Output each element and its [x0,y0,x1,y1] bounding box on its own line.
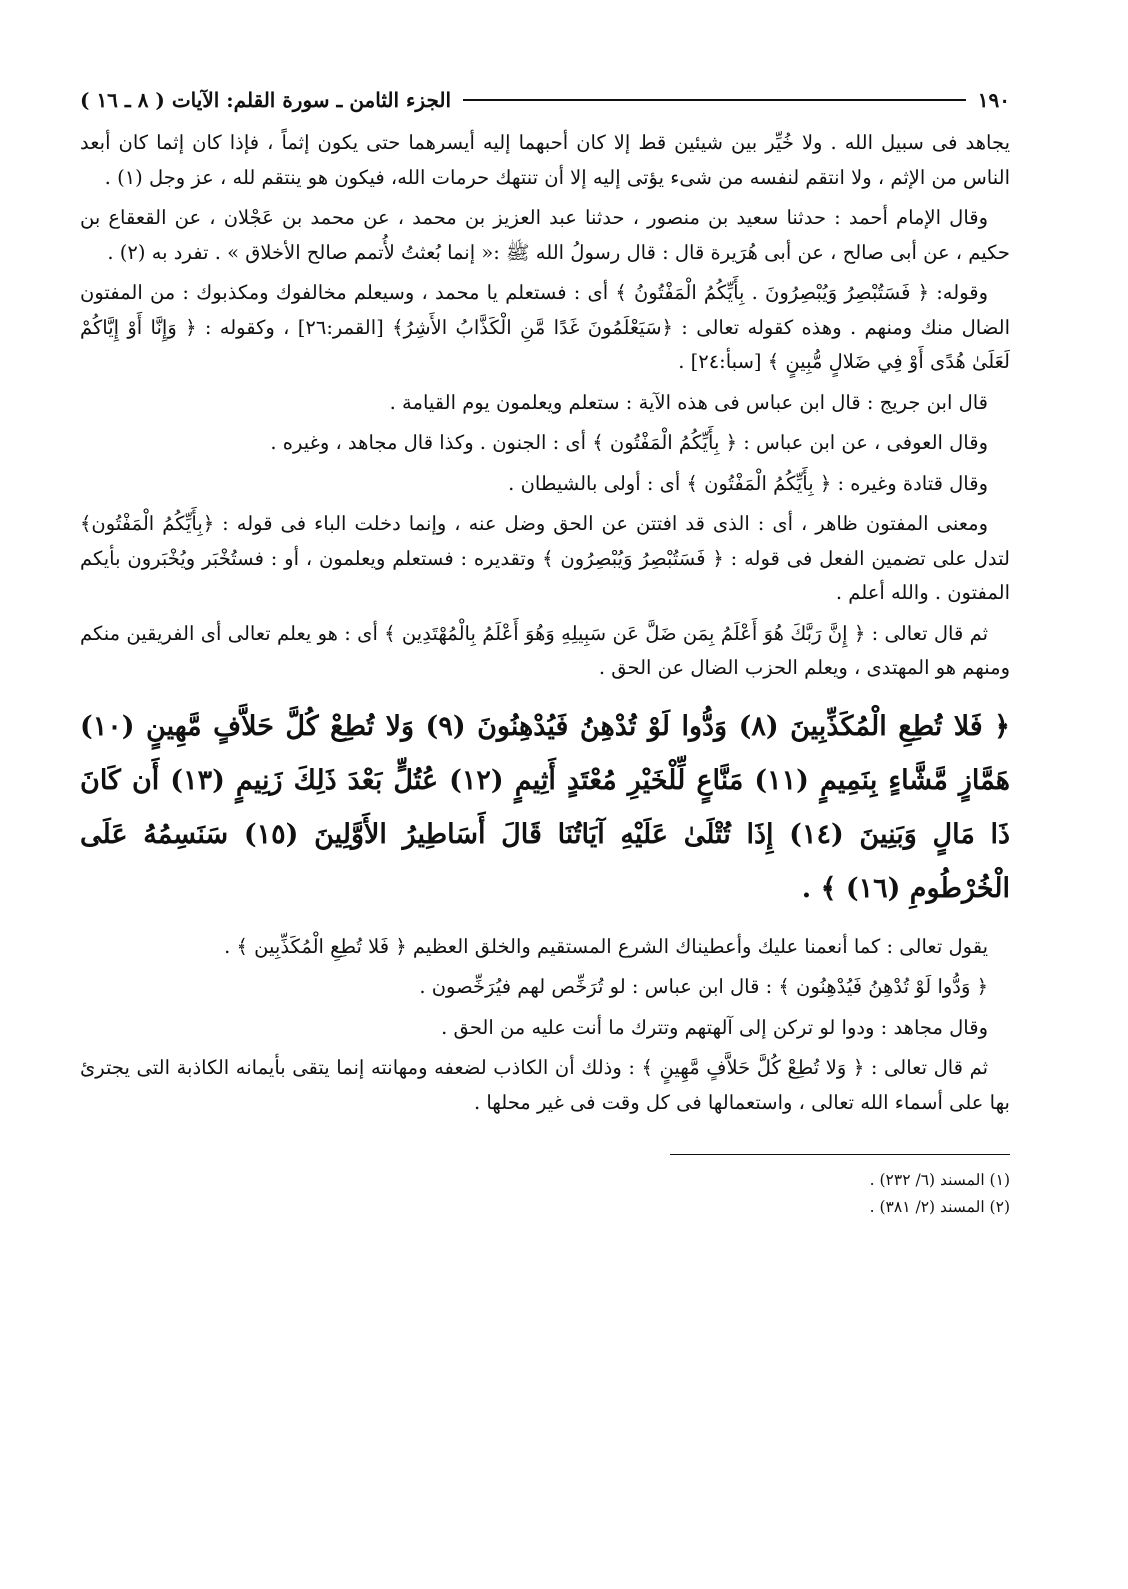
paragraph: وقال العوفى ، عن ابن عباس : ﴿ بِأَيِّكُمُ الْمَفْتُون ﴾ أى : الجنون . وكذا قال مجاهد ، وغيره . [270,431,988,454]
quran-verse-block: ﴿ فَلا تُطِعِ الْمُكَذِّبِينَ (٨) وَدُّوا لَوْ تُدْهِنُ فَيُدْهِنُونَ (٩) وَلا تُطِعْ كُلَّ حَلاَّفٍ مَّهِينٍ (١٠) هَمَّازٍ مَّشَّاءٍ بِنَمِيمٍ (١١) مَنَّاعٍ لِّلْخَيْرِ مُعْتَدٍ أَثِيمٍ (١٢) عُتُلٍّ بَعْدَ ذَلِكَ زَنِيمٍ (١٣) أَن كَانَ ذَا مَالٍ وَبَنِينَ (١٤) إِذَا تُتْلَىٰ عَلَيْهِ آيَاتُنَا قَالَ أَسَاطِيرُ الأَوَّلِينَ (١٥) سَنَسِمُهُ عَلَى الْخُرْطُومِ (١٦) ﴾ . [80,710,1010,904]
header-rule [463,99,966,101]
footnote-divider [670,1154,1010,1155]
footnote: (١) المسند (٦/ ٢٣٢) . [869,1171,1010,1189]
running-header [80,80,1010,120]
paragraph: يقول تعالى : كما أنعمنا عليك وأعطيناك الشرع المستقيم والخلق العظيم ﴿ فَلا تُطِعِ الْمُكَذِّبِين ﴾ . [224,934,988,958]
paragraph: وقوله: ﴿ فَسَتُبْصِرُ وَيُبْصِرُونَ . بِأَيِّكُمُ الْمَفْتُونُ ﴾ أى : فستعلم يا محمد ، وسيعلم مخالفوك ومكذبوك : من المفتون الضال منك ومنهم . وهذه كقوله تعالى : ﴿سَيَعْلَمُونَ غَدًا مَّنِ الْكَذَّابُ الأَشِرُ﴾ [القمر:٢٦] ، وكقوله : ﴿ وَإِنَّا أَوْ إِيَّاكُمْ لَعَلَىٰ هُدًى أَوْ فِي ضَلالٍ مُّبِينٍ ﴾ [سبأ:٢٤] . [80,281,1011,373]
footnote: (٢) المسند (٢/ ٣٨١) . [869,1198,1010,1216]
header-title: الجزء الثامن ـ سورة القلم: الآيات ( ٨ ـ ١٦ ) [80,88,452,112]
page [80,80,1010,1221]
page-number: ١٩٠ [977,88,1010,112]
paragraph: ومعنى المفتون ظاهر ، أى : الذى قد افتتن عن الحق وضل عنه ، وإنما دخلت الباء فى قوله : ﴿بِأَيِّكُمُ الْمَفْتُون﴾ لتدل على تضمين الفعل فى قوله : ﴿ فَسَتُبْصِرُ وَيُبْصِرُون ﴾ وتقديره : فستعلم ويعلمون ، أو : فستُخْبَر ويُخْبَرون بأيكم المفتون . والله أعلم . [80,512,1010,604]
paragraph: وقال الإمام أحمد : حدثنا سعيد بن منصور ، حدثنا عبد العزيز بن محمد ، عن محمد بن عَجْلان ، عن القعقاع بن حكيم ، عن أبى صالح ، عن أبى هُرَيرة قال : قال رسولُ الله ﷺ :« إنما بُعثتُ لأُتمم صالح الأخلاق » . تفرد به (٢) . [80,206,1010,264]
paragraph: ﴿ وَدُّوا لَوْ تُدْهِنُ فَيُدْهِنُون ﴾ : قال ابن عباس : لو تُرَخِّص لهم فيُرَخِّصون . [419,975,988,998]
paragraph: قال ابن جريج : قال ابن عباس فى هذه الآية : ستعلم ويعلمون يوم القيامة . [389,390,988,414]
paragraph: يجاهد فى سبيل الله . ولا خُيِّر بين شيئين قط إلا كان أحبهما إليه أيسرهما حتى يكون إثماً ، فإذا كان إثما كان أبعد الناس من الإثم ، ولا انتقم لنفسه من شىء يؤتى إليه إلا أن تنتهك حرمات الله، فيكون هو ينتقم لله ، عز وجل (١) . [80,131,1010,189]
paragraph: ثم قال تعالى : ﴿ إِنَّ رَبَّكَ هُوَ أَعْلَمُ بِمَن ضَلَّ عَن سَبِيلِهِ وَهُوَ أَعْلَمُ بِالْمُهْتَدِين ﴾ أى : هو يعلم تعالى أى الفريقين منكم ومنهم هو المهتدى ، ويعلم الحزب الضال عن الحق . [80,621,1010,679]
paragraph: وقال قتادة وغيره : ﴿ بِأَيِّكُمُ الْمَفْتُون ﴾ أى : أولى بالشيطان . [508,471,988,495]
paragraph: وقال مجاهد : ودوا لو تركن إلى آلهتهم وتترك ما أنت عليه من الحق . [441,1015,988,1039]
paragraph: ثم قال تعالى : ﴿ وَلا تُطِعْ كُلَّ حَلاَّفٍ مَّهِينٍ ﴾ : وذلك أن الكاذب لضعفه ومهانته إنما يتقى بأيمانه الكاذبة التى يجترئ بها على أسماء الله تعالى ، واستعمالها فى كل وقت فى غير محلها . [80,1056,1010,1114]
